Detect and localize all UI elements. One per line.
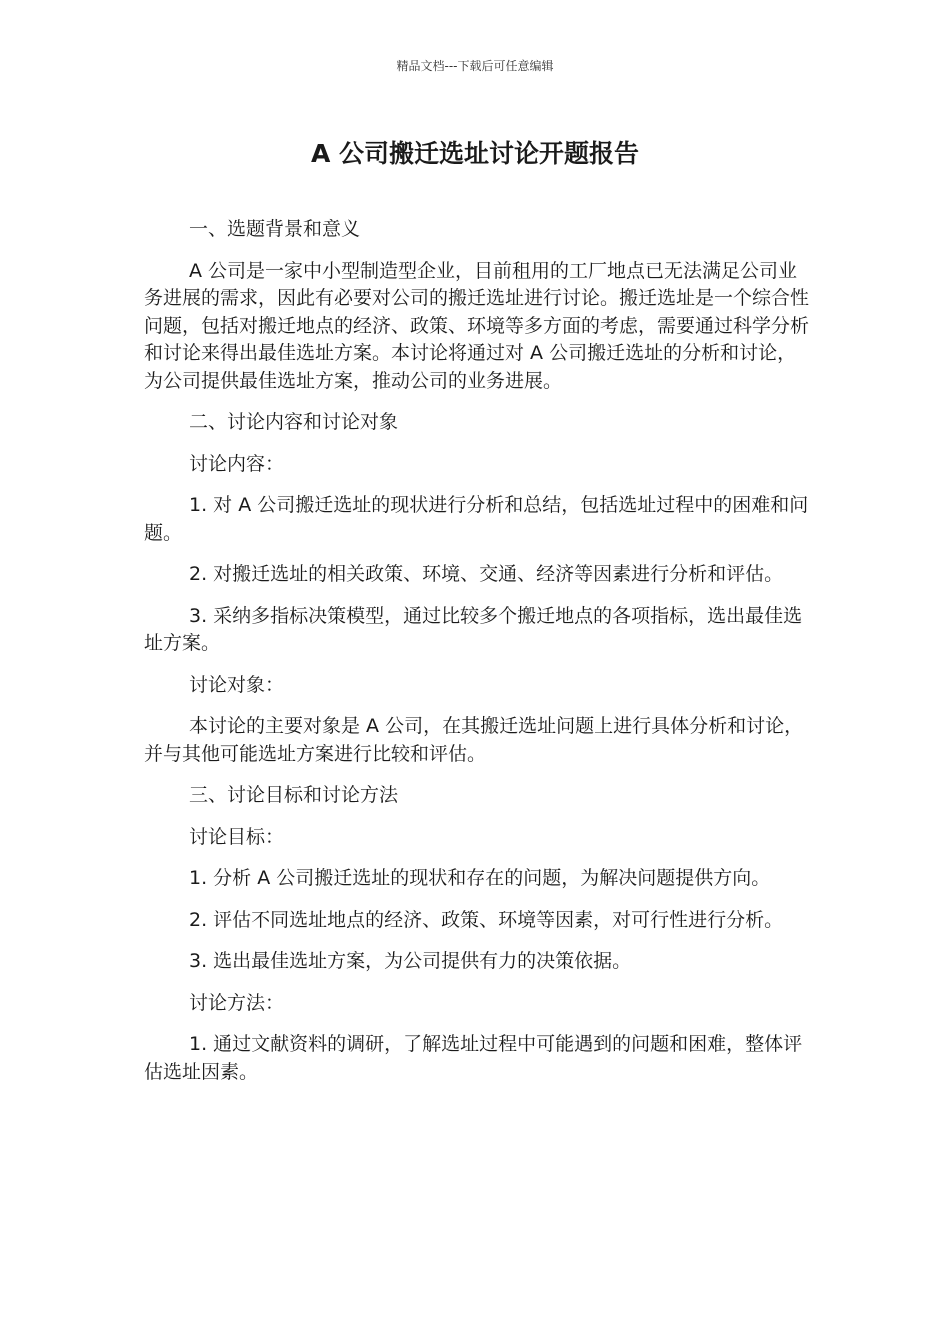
document-title: A 公司搬迁选址讨论开题报告 <box>310 139 640 168</box>
list-item: 1. 对 A 公司搬迁选址的现状进行分析和总结，包括选址过程中的困难和问题。 <box>144 494 809 544</box>
subheading-goals: 讨论目标： <box>189 825 285 848</box>
paragraph-object: 本讨论的主要对象是 A 公司，在其搬迁选址问题上进行具体分析和讨论，并与其他可能选址方案进行比较和评估。 <box>144 715 804 765</box>
list-item: 3. 采纳多指标决策模型，通过比较多个搬迁地点的各项指标，选出最佳选址方案。 <box>144 604 803 654</box>
section-heading-content: 二、讨论内容和讨论对象 <box>189 411 399 433</box>
document-body <box>144 216 814 1100</box>
list-item: 1. 分析 A 公司搬迁选址的现状和存在的问题，为解决问题提供方向。 <box>189 867 771 889</box>
subheading-methods: 讨论方法： <box>189 991 285 1014</box>
section-heading-goals: 三、讨论目标和讨论方法 <box>189 784 399 806</box>
section-heading-background: 一、选题背景和意义 <box>189 218 361 240</box>
paragraph-background: A 公司是一家中小型制造型企业，目前租用的工厂地点已无法满足公司业务进展的需求，因此有必要对公司的搬迁选址进行讨论。搬迁选址是一个综合性问题，包括对搬迁地点的经济、政策、环境等多方面的考虑，需要通过科学分析和讨论来得出最佳选址方案。本讨论将通过对 A 公司搬迁选址的分析和讨论，为公司提供最佳选址方案，推动公司的业务进展。 <box>144 259 810 392</box>
subheading-object: 讨论对象： <box>189 673 285 696</box>
header-note: 精品文档---下载后可任意编辑 <box>396 59 554 73</box>
list-item: 3. 选出最佳选址方案，为公司提供有力的决策依据。 <box>189 950 632 972</box>
subheading-content: 讨论内容： <box>189 452 285 475</box>
list-item: 2. 对搬迁选址的相关政策、环境、交通、经济等因素进行分析和评估。 <box>189 563 784 585</box>
list-item: 2. 评估不同选址地点的经济、政策、环境等因素，对可行性进行分析。 <box>189 908 784 931</box>
list-item: 1. 通过文献资料的调研，了解选址过程中可能遇到的问题和困难，整体评估选址因素。 <box>144 1033 803 1083</box>
